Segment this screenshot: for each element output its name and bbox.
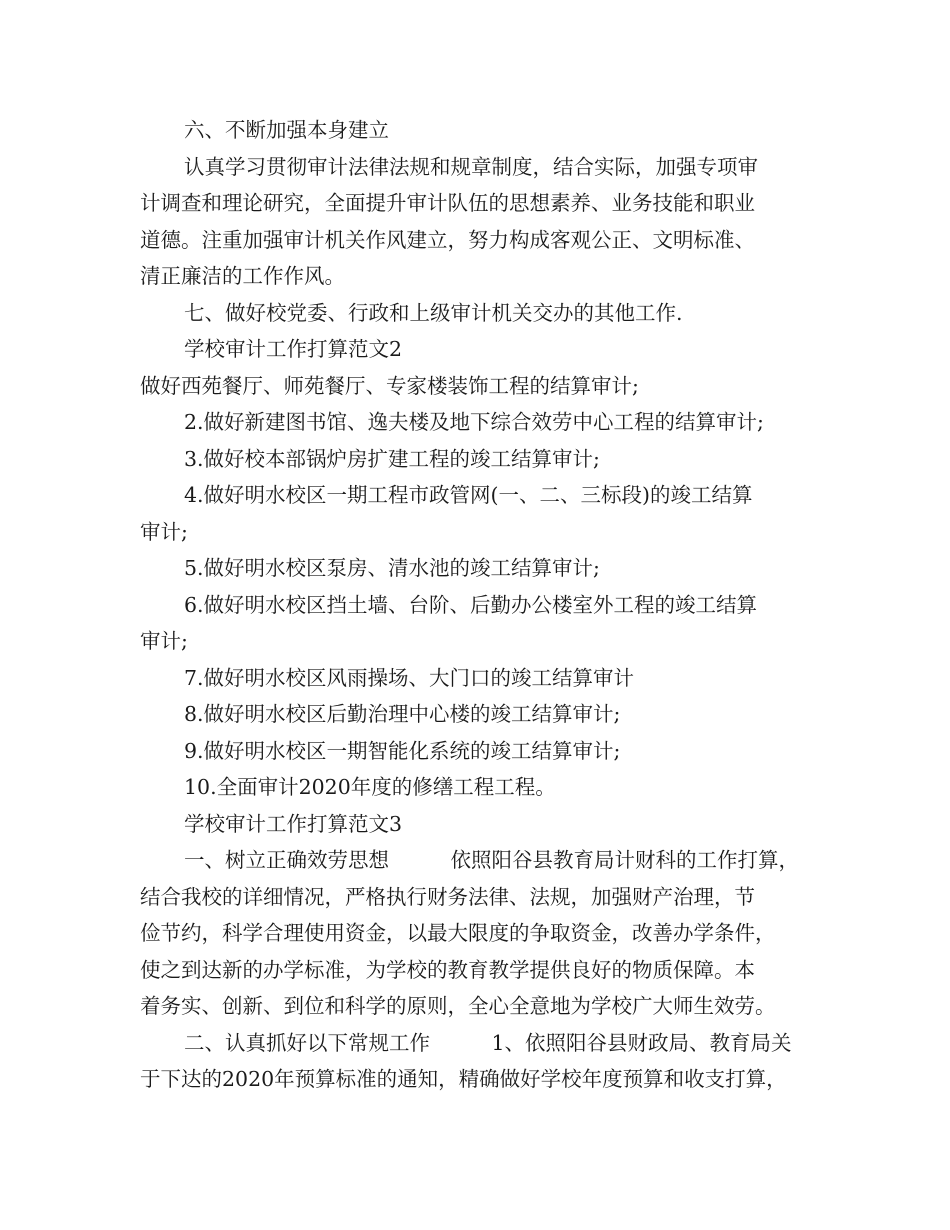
list-item: 6.做好明水校区挡土墙、台阶、后勤办公楼室外工程的竣工结算 <box>184 592 758 617</box>
paragraph-line: 俭节约，科学合理使用资金，以最大限度的争取资金，改善办学条件， <box>140 921 776 945</box>
paragraph-line: 于下达的2020年预算标准的通知，精确做好学校年度预算和收支打算， <box>140 1067 787 1091</box>
list-item: 7.做好明水校区风雨操场、大门口的竣工结算审计 <box>184 665 635 690</box>
paragraph-line: 计调查和理论研究，全面提升审计队伍的思想素养、业务技能和职业 <box>140 191 755 215</box>
paragraph-line: 二、认真抓好以下常规工作 1、依照阳谷县财政局、教育局关 <box>184 1030 792 1055</box>
paragraph-line: 清正廉洁的工作作风。 <box>140 264 345 288</box>
list-item: 9.做好明水校区一期智能化系统的竣工结算审计; <box>184 738 621 763</box>
list-item: 4.做好明水校区一期工程市政管网(一、二、三标段)的竣工结算 <box>184 483 753 507</box>
document-subtitle: 学校审计工作打算范文2 <box>184 337 403 361</box>
list-item: 2.做好新建图书馆、逸夫楼及地下综合效劳中心工程的结算审计; <box>184 410 764 434</box>
list-item: 10.全面审计2020年度的修缮工程工程。 <box>184 775 556 799</box>
document-body <box>140 112 820 1098</box>
list-item: 3.做好校本部锅炉房扩建工程的竣工结算审计; <box>184 446 600 471</box>
section-heading: 七、做好校党委、行政和上级审计机关交办的其他工作. <box>184 300 683 325</box>
list-item-continuation: 审计; <box>140 629 188 653</box>
paragraph-line: 使之到达新的办学标准，为学校的教育教学提供良好的物质保障。本 <box>140 957 755 982</box>
section-heading: 六、不断加强本身建立 <box>184 118 389 142</box>
paragraph-line: 道德。注重加强审计机关作风建立，努力构成客观公正、文明标准、 <box>140 227 755 252</box>
document-subtitle: 学校审计工作打算范文3 <box>184 811 403 836</box>
list-item: 8.做好明水校区后勤治理中心楼的竣工结算审计; <box>184 702 621 726</box>
list-item: 5.做好明水校区泵房、清水池的竣工结算审计; <box>184 556 600 580</box>
paragraph-line: 一、树立正确效劳思想 依照阳谷县教育局计财科的工作打算， <box>184 848 799 872</box>
paragraph-line: 着务实、创新、到位和科学的原则，全心全意地为学校广大师生效劳。 <box>140 994 776 1018</box>
list-item: 做好西苑餐厅、师苑餐厅、专家楼装饰工程的结算审计; <box>140 373 639 398</box>
list-item-continuation: 审计; <box>140 519 188 544</box>
paragraph-line: 认真学习贯彻审计法律法规和规章制度，结合实际，加强专项审 <box>184 154 758 179</box>
paragraph-line: 结合我校的详细情况，严格执行财务法律、法规，加强财产治理，节 <box>140 884 755 909</box>
